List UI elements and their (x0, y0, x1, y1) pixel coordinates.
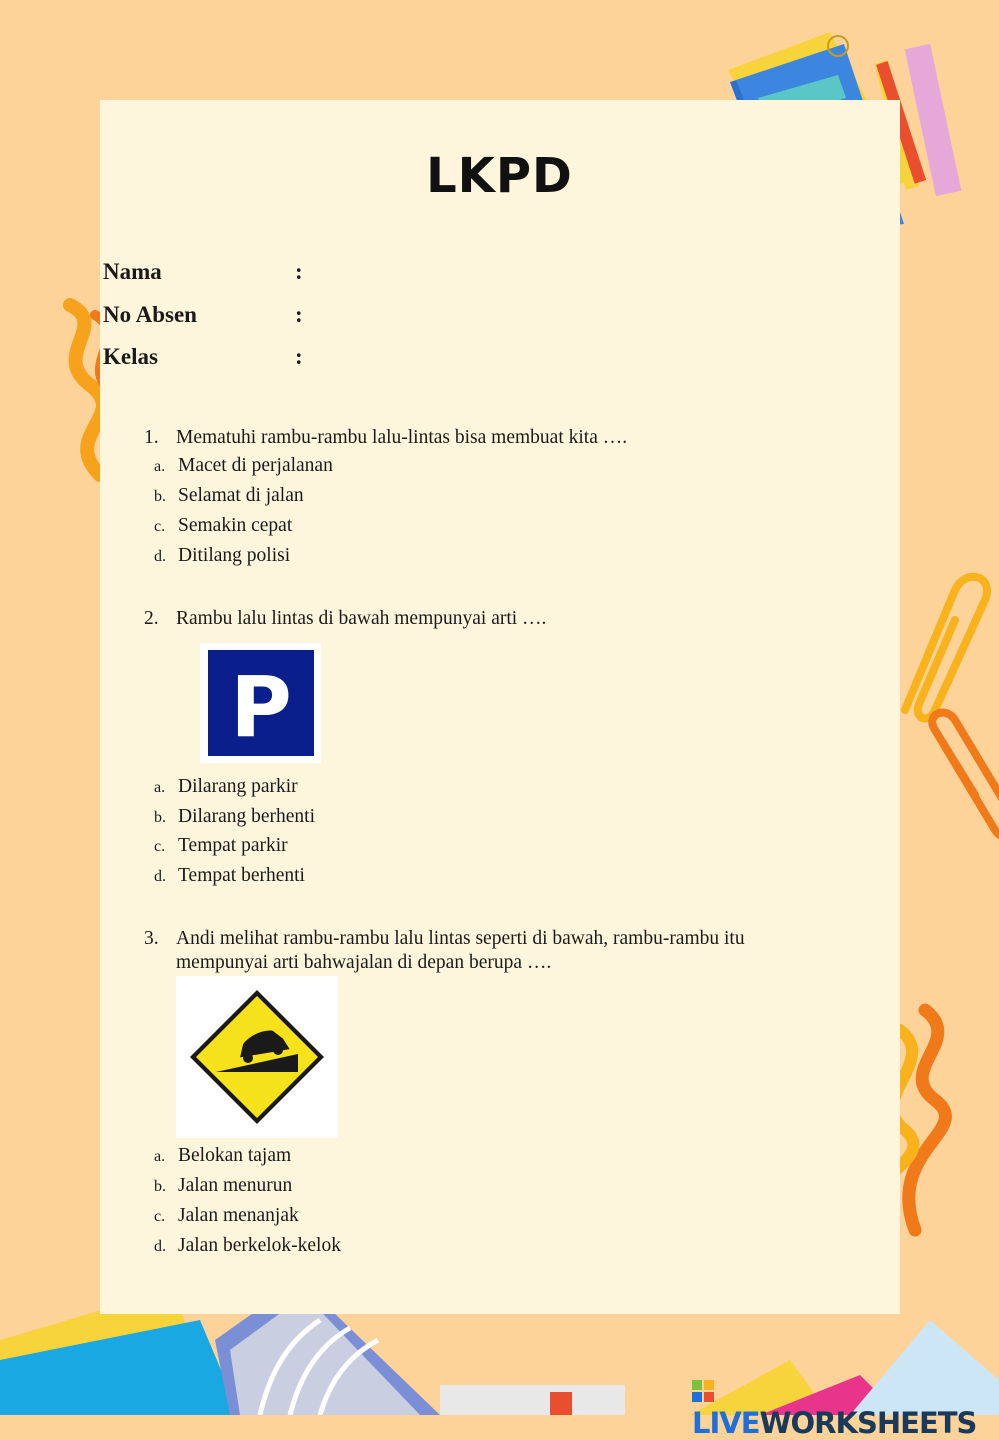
option-1d[interactable] (154, 545, 290, 567)
option-3b[interactable] (154, 1175, 292, 1197)
question-3-continuation: mempunyai arti bahwajalan di depan berupa …. (176, 952, 552, 973)
option-text: Semakin cepat (178, 515, 293, 536)
option-text: Dilarang berhenti (178, 806, 315, 827)
option-text: Tempat berhenti (178, 865, 305, 886)
field-separator: : (295, 344, 303, 369)
option-text: Jalan menanjak (178, 1205, 299, 1226)
parking-sign-letter: P (230, 658, 292, 756)
brand-prefix: LIVE (692, 1406, 760, 1440)
option-letter: b. (154, 1178, 166, 1195)
option-text: Belokan tajam (178, 1145, 292, 1166)
option-text: Dilarang parkir (178, 776, 298, 797)
option-2b[interactable] (154, 806, 315, 828)
steep-incline-sign-icon (176, 976, 338, 1138)
question-3 (144, 928, 745, 950)
page-title: LKPD (426, 148, 573, 204)
option-2c[interactable] (154, 835, 288, 857)
question-number: 1. (144, 427, 159, 448)
option-3c[interactable] (154, 1205, 299, 1227)
option-3a[interactable] (154, 1145, 291, 1167)
option-letter: a. (154, 779, 166, 796)
field-label: Nama (103, 259, 162, 284)
option-text: Ditilang polisi (178, 545, 291, 566)
option-letter: d. (154, 1238, 166, 1255)
option-3d[interactable] (154, 1235, 341, 1257)
option-letter: a. (154, 1148, 166, 1165)
option-1a[interactable] (154, 455, 333, 477)
option-1c[interactable] (154, 515, 292, 537)
question-text: Andi melihat rambu-rambu lalu lintas seperti di bawah, rambu-rambu itu (176, 928, 745, 949)
option-letter: a. (154, 458, 166, 475)
question-text: Mematuhi rambu-rambu lalu-lintas bisa membuat kita …. (176, 427, 628, 448)
paperclip-illustration (885, 560, 999, 850)
field-label: No Absen (103, 302, 197, 327)
option-text: Macet di perjalanan (178, 455, 333, 476)
option-text: Jalan menurun (178, 1175, 293, 1196)
option-2a[interactable] (154, 776, 298, 798)
option-letter: b. (154, 488, 166, 505)
brand-suffix: WORKSHEETS (759, 1406, 977, 1440)
option-letter: b. (154, 809, 166, 826)
field-label: Kelas (103, 344, 158, 369)
option-text: Tempat parkir (178, 835, 288, 856)
question-1 (144, 427, 627, 449)
question-2 (144, 608, 546, 630)
parking-sign-icon (200, 643, 321, 763)
option-1b[interactable] (154, 485, 304, 507)
option-letter: d. (154, 868, 166, 885)
field-separator: : (295, 302, 303, 327)
liveworksheets-logo-icon (692, 1380, 714, 1402)
field-separator: : (295, 259, 303, 284)
question-number: 2. (144, 608, 159, 629)
option-letter: c. (154, 518, 166, 535)
question-number: 3. (144, 928, 159, 949)
option-text: Selamat di jalan (178, 485, 304, 506)
field-row-kelas (103, 344, 303, 370)
option-text: Jalan berkelok-kelok (178, 1235, 341, 1256)
option-letter: d. (154, 548, 166, 565)
option-2d[interactable] (154, 865, 305, 887)
option-letter: c. (154, 1208, 166, 1225)
question-text: Rambu lalu lintas di bawah mempunyai arti …. (176, 608, 547, 629)
option-letter: c. (154, 838, 166, 855)
field-row-no-absen (103, 302, 303, 328)
liveworksheets-logo[interactable] (692, 1372, 999, 1440)
field-row-nama (103, 259, 303, 285)
